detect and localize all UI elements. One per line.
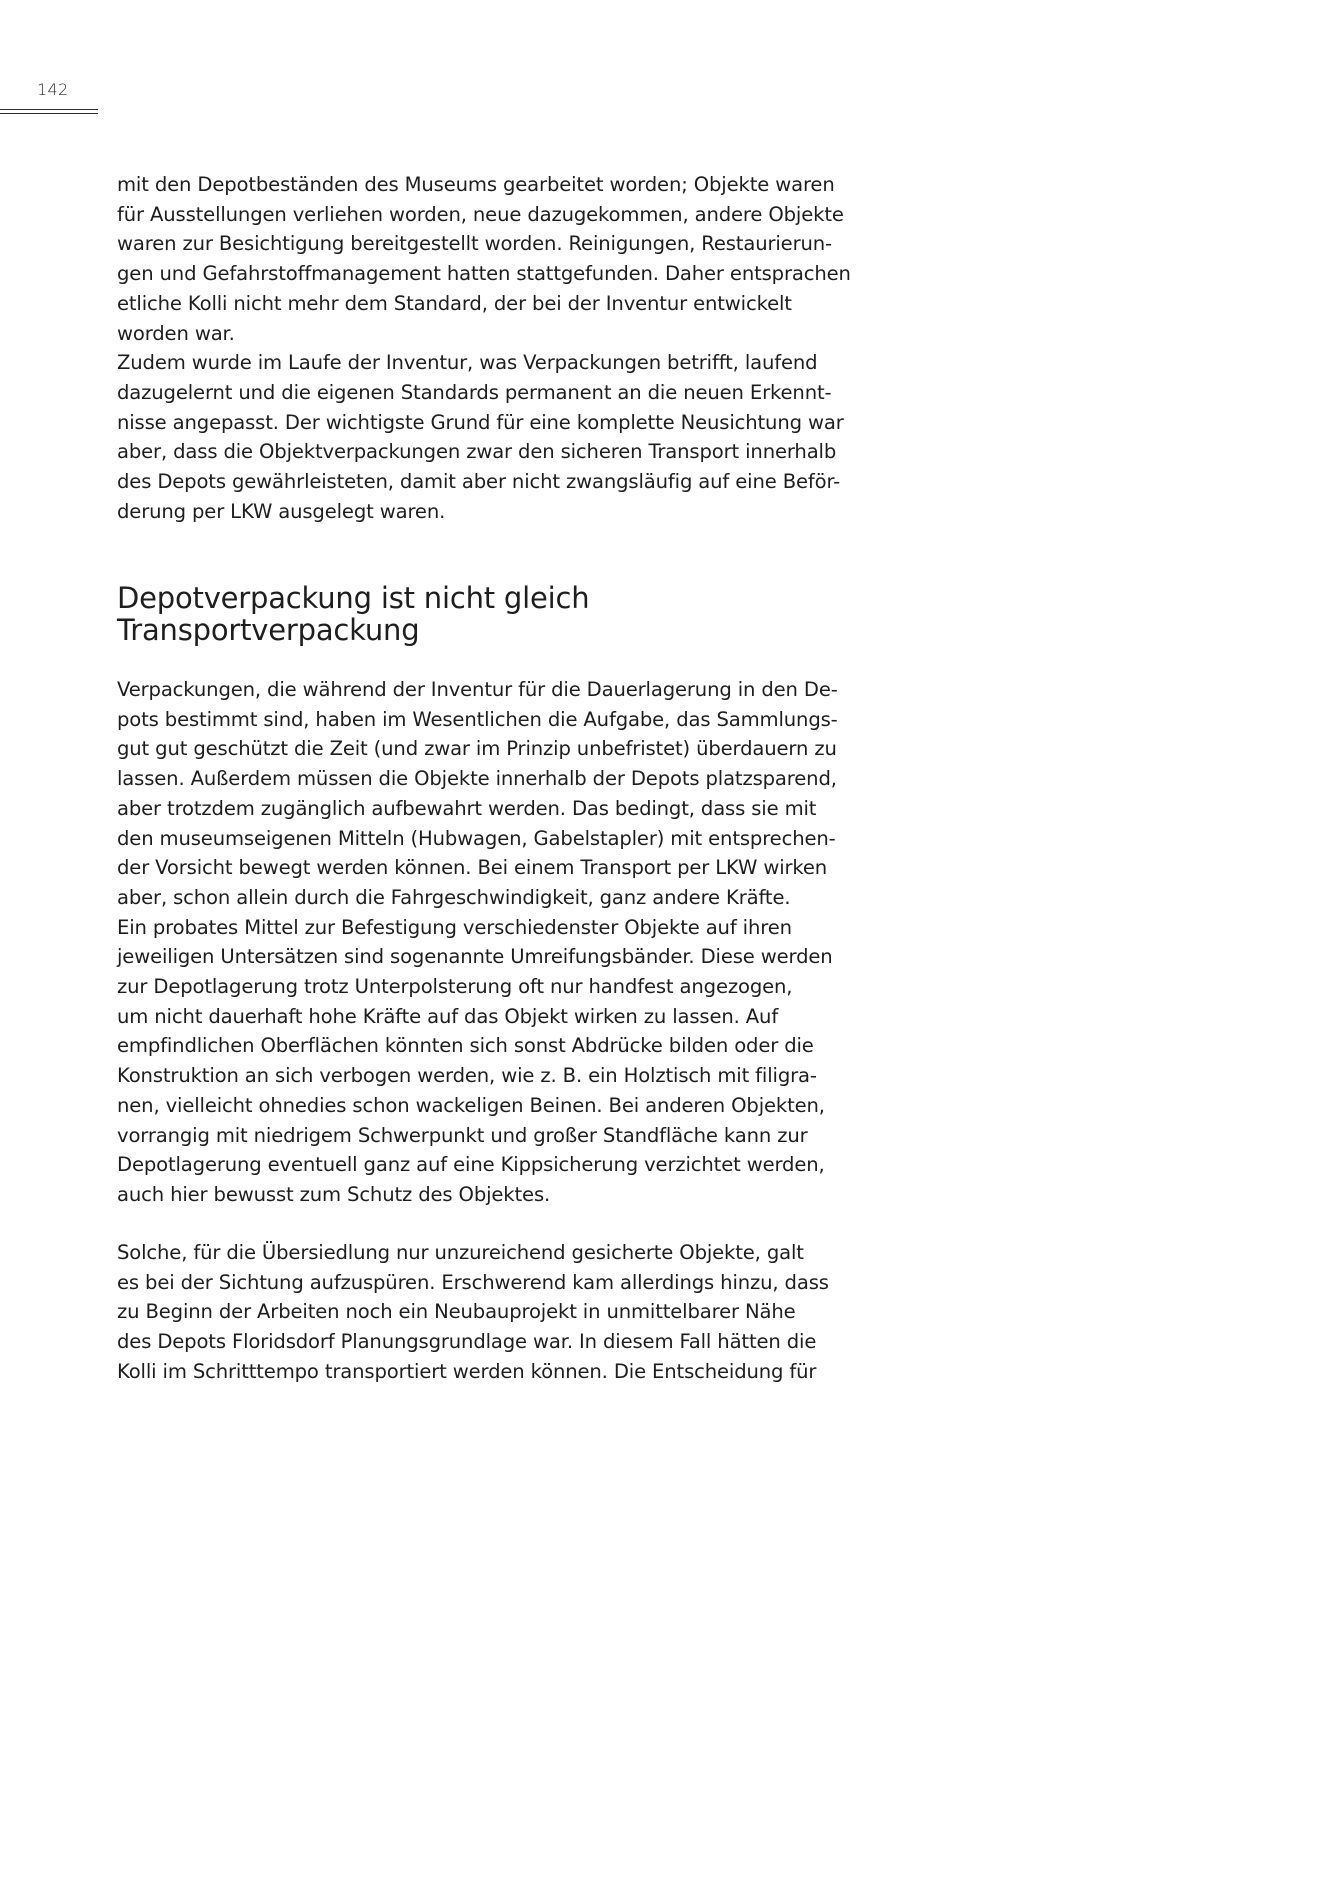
text-line: Solche, für die Übersiedlung nur unzureichend gesicherte Objekte, galt [117, 1241, 804, 1264]
header-rule-bottom [0, 113, 98, 114]
text-line: mit den Depotbeständen des Museums gearbeitet worden; Objekte waren [117, 173, 835, 196]
text-line: des Depots gewährleisteten, damit aber nicht zwangsläufig auf eine Beför- [117, 470, 841, 494]
header-rule-top [0, 109, 98, 110]
text-line: empfindlichen Oberflächen könnten sich sonst Abdrücke bilden oder die [117, 1034, 814, 1058]
text-line: zur Depotlagerung trotz Unterpolsterung oft nur handfest angezogen, [117, 975, 793, 999]
text-line: des Depots Floridsdorf Planungsgrundlage war. In diesem Fall hätten die [117, 1330, 817, 1354]
text-line: worden war. [117, 321, 235, 345]
heading-line: Transportverpackung [117, 613, 420, 647]
text-line: aber trotzdem zugänglich aufbewahrt werden. Das bedingt, dass sie mit [117, 796, 817, 820]
text-line: Zudem wurde im Laufe der Inventur, was Verpackungen betrifft, laufend [117, 351, 818, 375]
heading-line: Depotverpackung ist nicht gleich [117, 581, 590, 615]
text-line: Kolli im Schritttempo transportiert werden können. Die Entscheidung für [117, 1359, 817, 1383]
text-line: zu Beginn der Arbeiten noch ein Neubauprojekt in unmittelbarer Nähe [117, 1300, 796, 1324]
text-line: den museumseigenen Mitteln (Hubwagen, Gabelstapler) mit entsprechen- [117, 826, 836, 850]
text-line: waren zur Besichtigung bereitgestellt worden. Reinigungen, Restaurierun- [117, 232, 832, 256]
text-line: gen und Gefahrstoffmanagement hatten stattgefunden. Daher entsprachen [117, 262, 851, 286]
text-line: derung per LKW ausgelegt waren. [117, 499, 446, 523]
text-line: um nicht dauerhaft hohe Kräfte auf das Objekt wirken zu lassen. Auf [117, 1004, 779, 1028]
text-line: lassen. Außerdem müssen die Objekte innerhalb der Depots platzsparend, [117, 767, 837, 791]
text-line: dazugelernt und die eigenen Standards permanent an die neuen Erkennt- [117, 380, 832, 404]
text-line: aber, schon allein durch die Fahrgeschwindigkeit, ganz andere Kräfte. [117, 885, 791, 909]
text-line: gut gut geschützt die Zeit (und zwar im Prinzip unbefristet) überdauern zu [117, 737, 837, 761]
text-line: Depotlagerung eventuell ganz auf eine Kippsicherung verzichtet werden, [117, 1153, 825, 1177]
section-heading [117, 582, 877, 646]
text-line: nen, vielleicht ohnedies schon wackeligen Beinen. Bei anderen Objekten, [117, 1093, 825, 1117]
text-line: Konstruktion an sich verbogen werden, wie z. B. ein Holztisch mit filigra- [117, 1064, 817, 1088]
text-line: jeweiligen Untersätzen sind sogenannte Umreifungsbänder. Diese werden [117, 945, 833, 969]
body-paragraph-continued [117, 170, 877, 526]
text-line: aber, dass die Objektverpackungen zwar den sicheren Transport innerhalb [117, 440, 837, 464]
text-line: nisse angepasst. Der wichtigste Grund für eine komplette Neusichtung war [117, 410, 844, 434]
text-line: es bei der Sichtung aufzuspüren. Erschwerend kam allerdings hinzu, dass [117, 1270, 829, 1294]
text-line: etliche Kolli nicht mehr dem Standard, der bei der Inventur entwickelt [117, 291, 792, 315]
page-number: 142 [37, 80, 69, 99]
text-line: der Vorsicht bewegt werden können. Bei einem Transport per LKW wirken [117, 856, 828, 880]
text-line: auch hier bewusst zum Schutz des Objektes. [117, 1182, 551, 1206]
text-line: vorrangig mit niedrigem Schwerpunkt und großer Standfläche kann zur [117, 1123, 808, 1147]
text-line: für Ausstellungen verliehen worden, neue dazugekommen, andere Objekte [117, 202, 844, 226]
text-line: pots bestimmt sind, haben im Wesentlichen die Aufgabe, das Sammlungs- [117, 707, 838, 731]
text-line: Ein probates Mittel zur Befestigung verschiedenster Objekte auf ihren [117, 915, 792, 939]
text-line: Verpackungen, die während der Inventur für die Dauerlagerung in den De- [117, 678, 838, 701]
body-paragraph-section [117, 675, 877, 1210]
body-paragraph-final [117, 1238, 877, 1387]
